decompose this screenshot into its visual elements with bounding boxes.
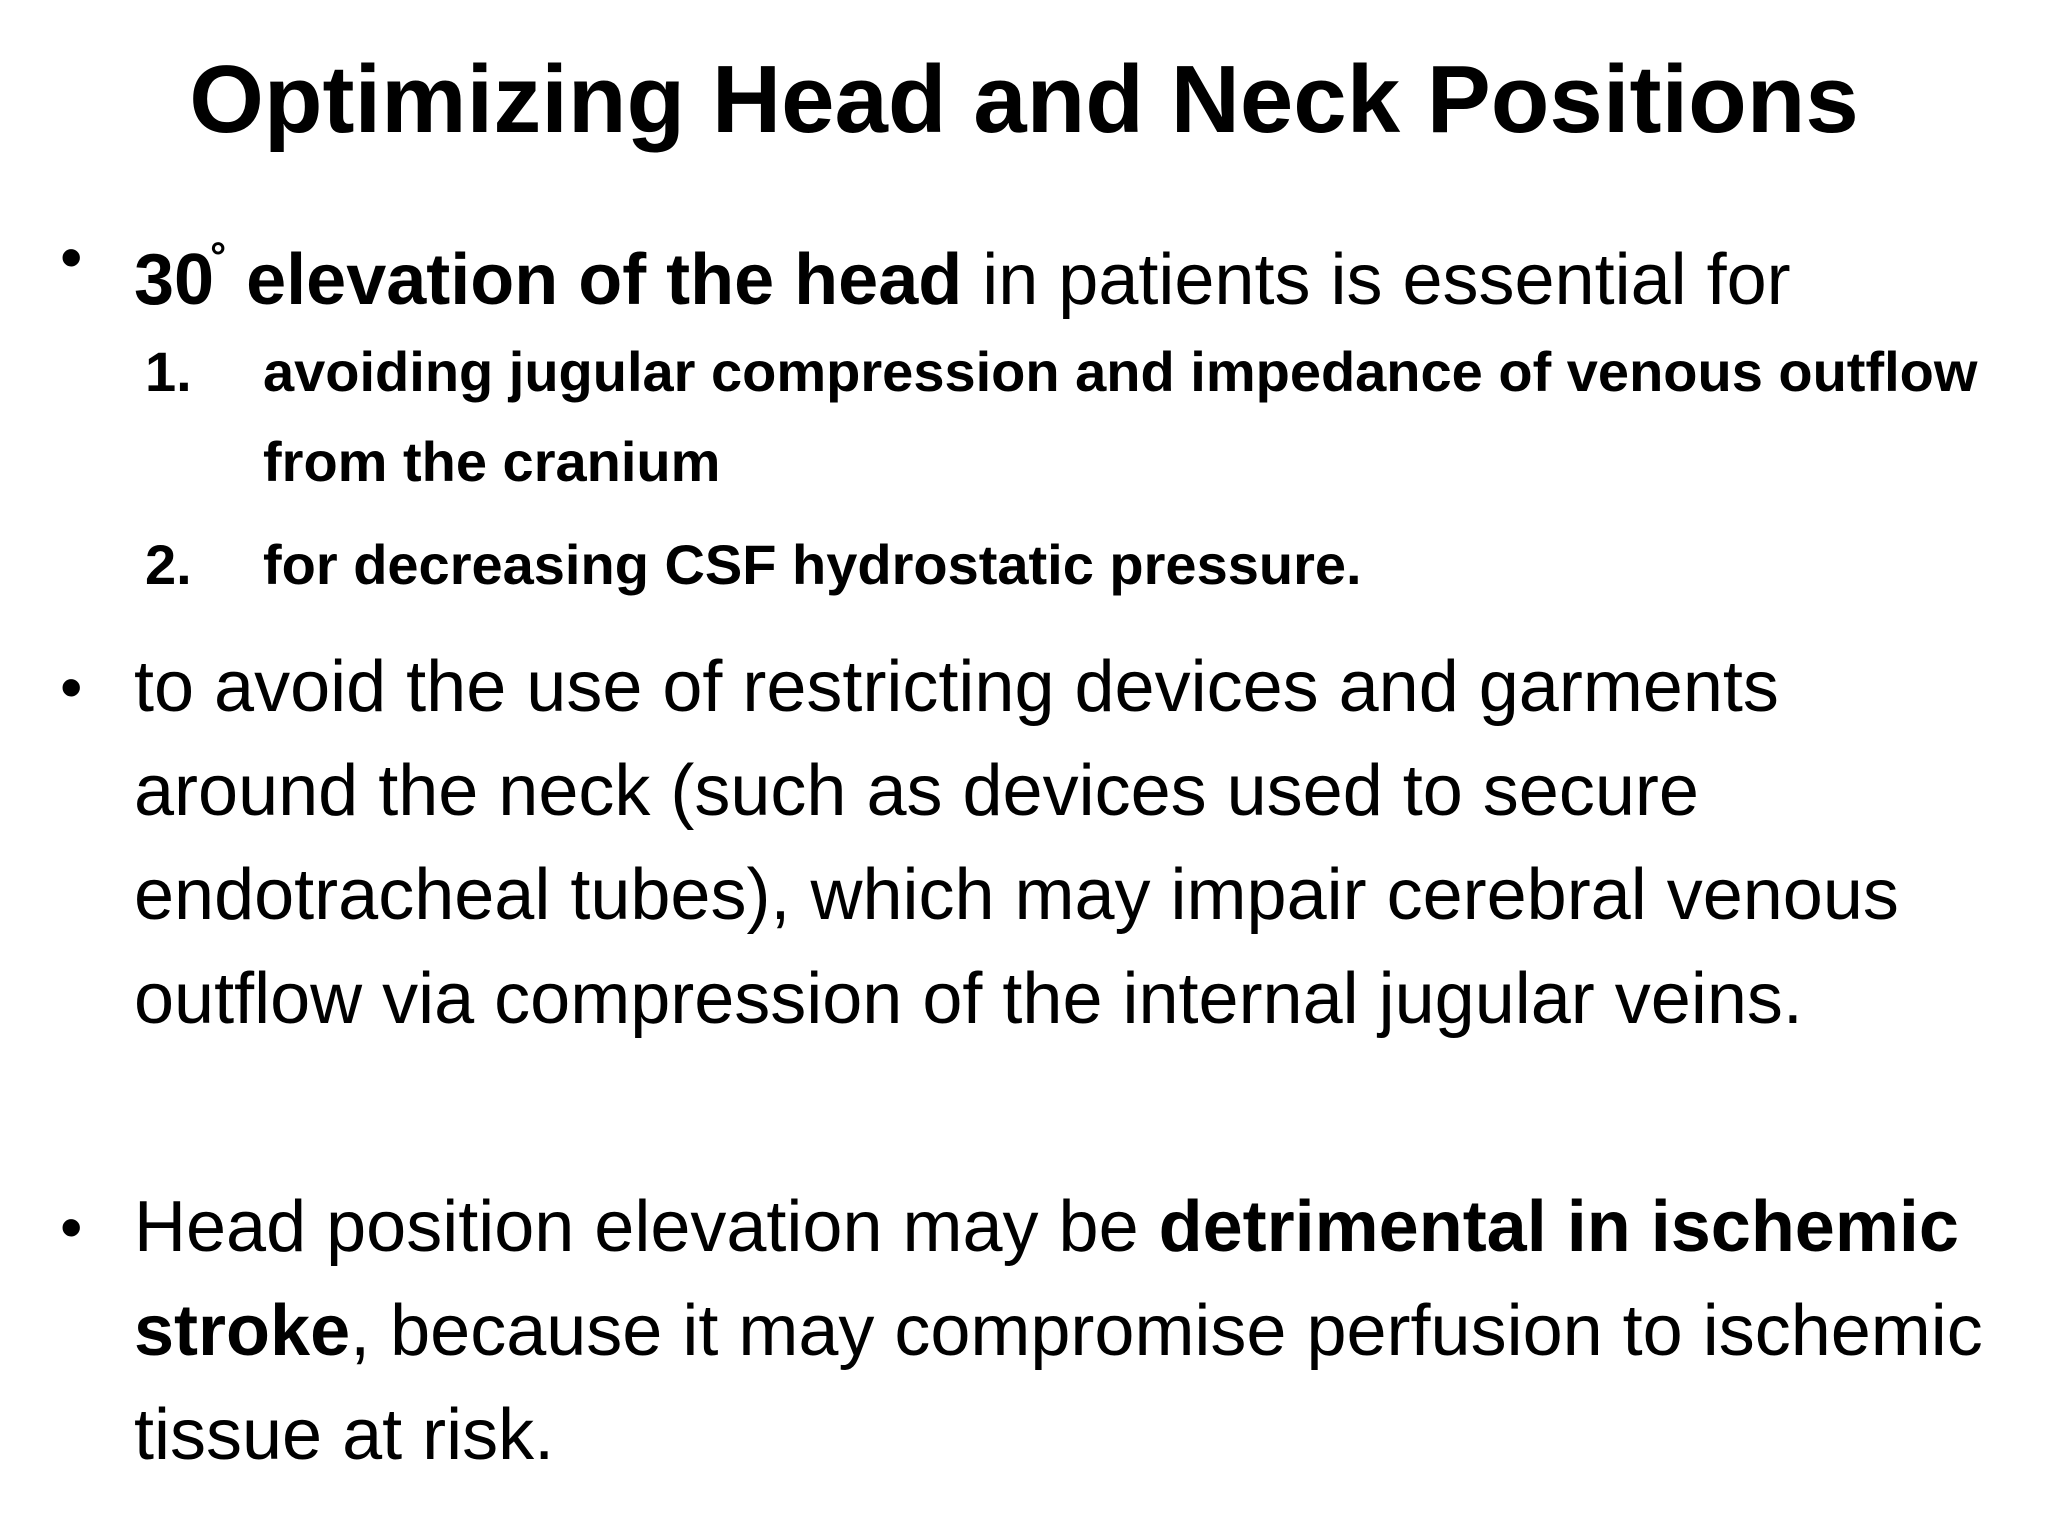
item-text: avoiding jugular compression and impedance of venous outflow from the cranium [263, 340, 1978, 493]
bullet-dot-icon: • [60, 1191, 83, 1263]
bullet-text: to avoid the use of restricting devices and garments around the neck (such as devices used to secure endotracheal tubes), which may impair cerebral venous outflow via compression of the internal jugular veins. [134, 647, 1899, 1039]
bold-phrase: detrimental in ischemic stroke [134, 1187, 1959, 1371]
bullet-dot-icon: • [60, 651, 83, 723]
item-number: 2. [145, 533, 192, 596]
bullet-dot-icon: • [60, 221, 83, 293]
item-text: for decreasing CSF hydrostatic pressure. [263, 533, 1362, 596]
degree-symbol: ° [210, 235, 227, 279]
slide-title: Optimizing Head and Neck Positions [189, 46, 1859, 153]
bullet-text [134, 1175, 1990, 1487]
normal-phrase: in patients is essential for [962, 240, 1791, 320]
bullet-text [134, 205, 1990, 332]
item-number: 1. [145, 340, 192, 403]
bold-value: 30 [134, 240, 215, 320]
bold-phrase: elevation of the head [226, 240, 963, 320]
normal-phrase: , because it may compromise perfusion to ischemic tissue at risk. [134, 1291, 1983, 1475]
normal-phrase: Head position elevation may be [134, 1187, 1159, 1267]
